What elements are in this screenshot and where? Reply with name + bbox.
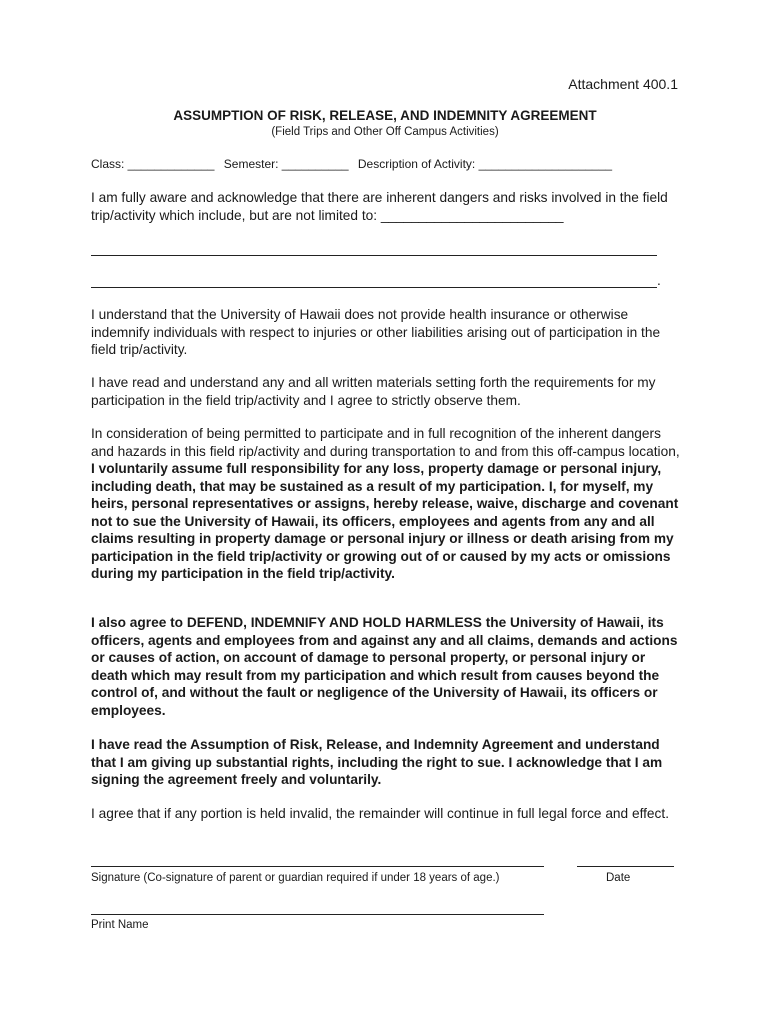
date-label: Date bbox=[606, 872, 631, 884]
signature-line[interactable] bbox=[91, 866, 544, 867]
description-field[interactable]: Description of Activity: ____________________ bbox=[357, 157, 613, 171]
risk-acknowledgment-paragraph: I am fully aware and acknowledge that there are inherent dangers and risks involved in the field trip/activity which include, but are not limited to: ________________________ bbox=[91, 190, 668, 223]
signature-label: Signature (Co-signature of parent or guardian required if under 18 years of age.) bbox=[91, 872, 500, 884]
attachment-number: Attachment 400.1 bbox=[568, 76, 678, 92]
document-title: ASSUMPTION OF RISK, RELEASE, AND INDEMNITY AGREEMENT bbox=[173, 108, 597, 123]
release-intro-text: In consideration of being permitted to participate and in full recognition of the inherent dangers and hazards in this field rip/activity and during transportation to and from this off-campus location, bbox=[91, 426, 680, 459]
release-paragraph bbox=[91, 425, 681, 583]
acknowledgment-paragraph: I have read the Assumption of Risk, Release, and Indemnity Agreement and understand that I am giving up substantial rights, including the right to sue. I acknowledge that I am signing the agreement freely and voluntarily. bbox=[91, 737, 663, 787]
materials-paragraph: I have read and understand any and all written materials setting forth the requirements for my participation in the field trip/activity and I agree to strictly observe them. bbox=[91, 375, 656, 408]
insurance-paragraph: I understand that the University of Hawaii does not provide health insurance or otherwise indemnify individuals with respect to injuries or other liabilities arising out of participation in the field trip/activity. bbox=[91, 307, 661, 357]
release-bold-text: I voluntarily assume full responsibility for any loss, property damage or personal injury, including death, that may be sustained as a result of my participation. I, for myself, my heirs, personal representatives or assigns, hereby release, waive, discharge and covenant not to sue the University of Hawaii, its officers, employees and agents from any and all claims resulting in property damage or personal injury or illness or death arising from my participation in the field trip/activity or growing out of or caused by my acts or omissions during my participation in the field trip/activity. bbox=[91, 461, 679, 581]
risk-description-line-1[interactable] bbox=[91, 255, 657, 256]
class-field[interactable]: Class: _____________ bbox=[91, 157, 215, 171]
semester-field[interactable]: Semester: __________ bbox=[223, 157, 349, 171]
print-name-line[interactable] bbox=[91, 914, 544, 915]
document-subtitle: (Field Trips and Other Off Campus Activities) bbox=[271, 126, 499, 138]
risk-description-line-2[interactable] bbox=[91, 287, 657, 288]
print-name-label: Print Name bbox=[91, 919, 149, 931]
activity-fields bbox=[91, 157, 618, 171]
indemnity-paragraph: I also agree to DEFEND, INDEMNIFY AND HOLD HARMLESS the University of Hawaii, its officers, agents and employees from and against any and all claims, demands and actions or causes of action, on account of damage to personal property, or personal injury or death which may result from my participation and which result from causes beyond the control of, and without the fault or negligence of the University of Hawaii, its officers or employees. bbox=[91, 615, 678, 718]
line-end-period: . bbox=[657, 273, 661, 288]
date-line[interactable] bbox=[577, 866, 674, 867]
severability-paragraph: I agree that if any portion is held invalid, the remainder will continue in full legal force and effect. bbox=[91, 806, 669, 821]
